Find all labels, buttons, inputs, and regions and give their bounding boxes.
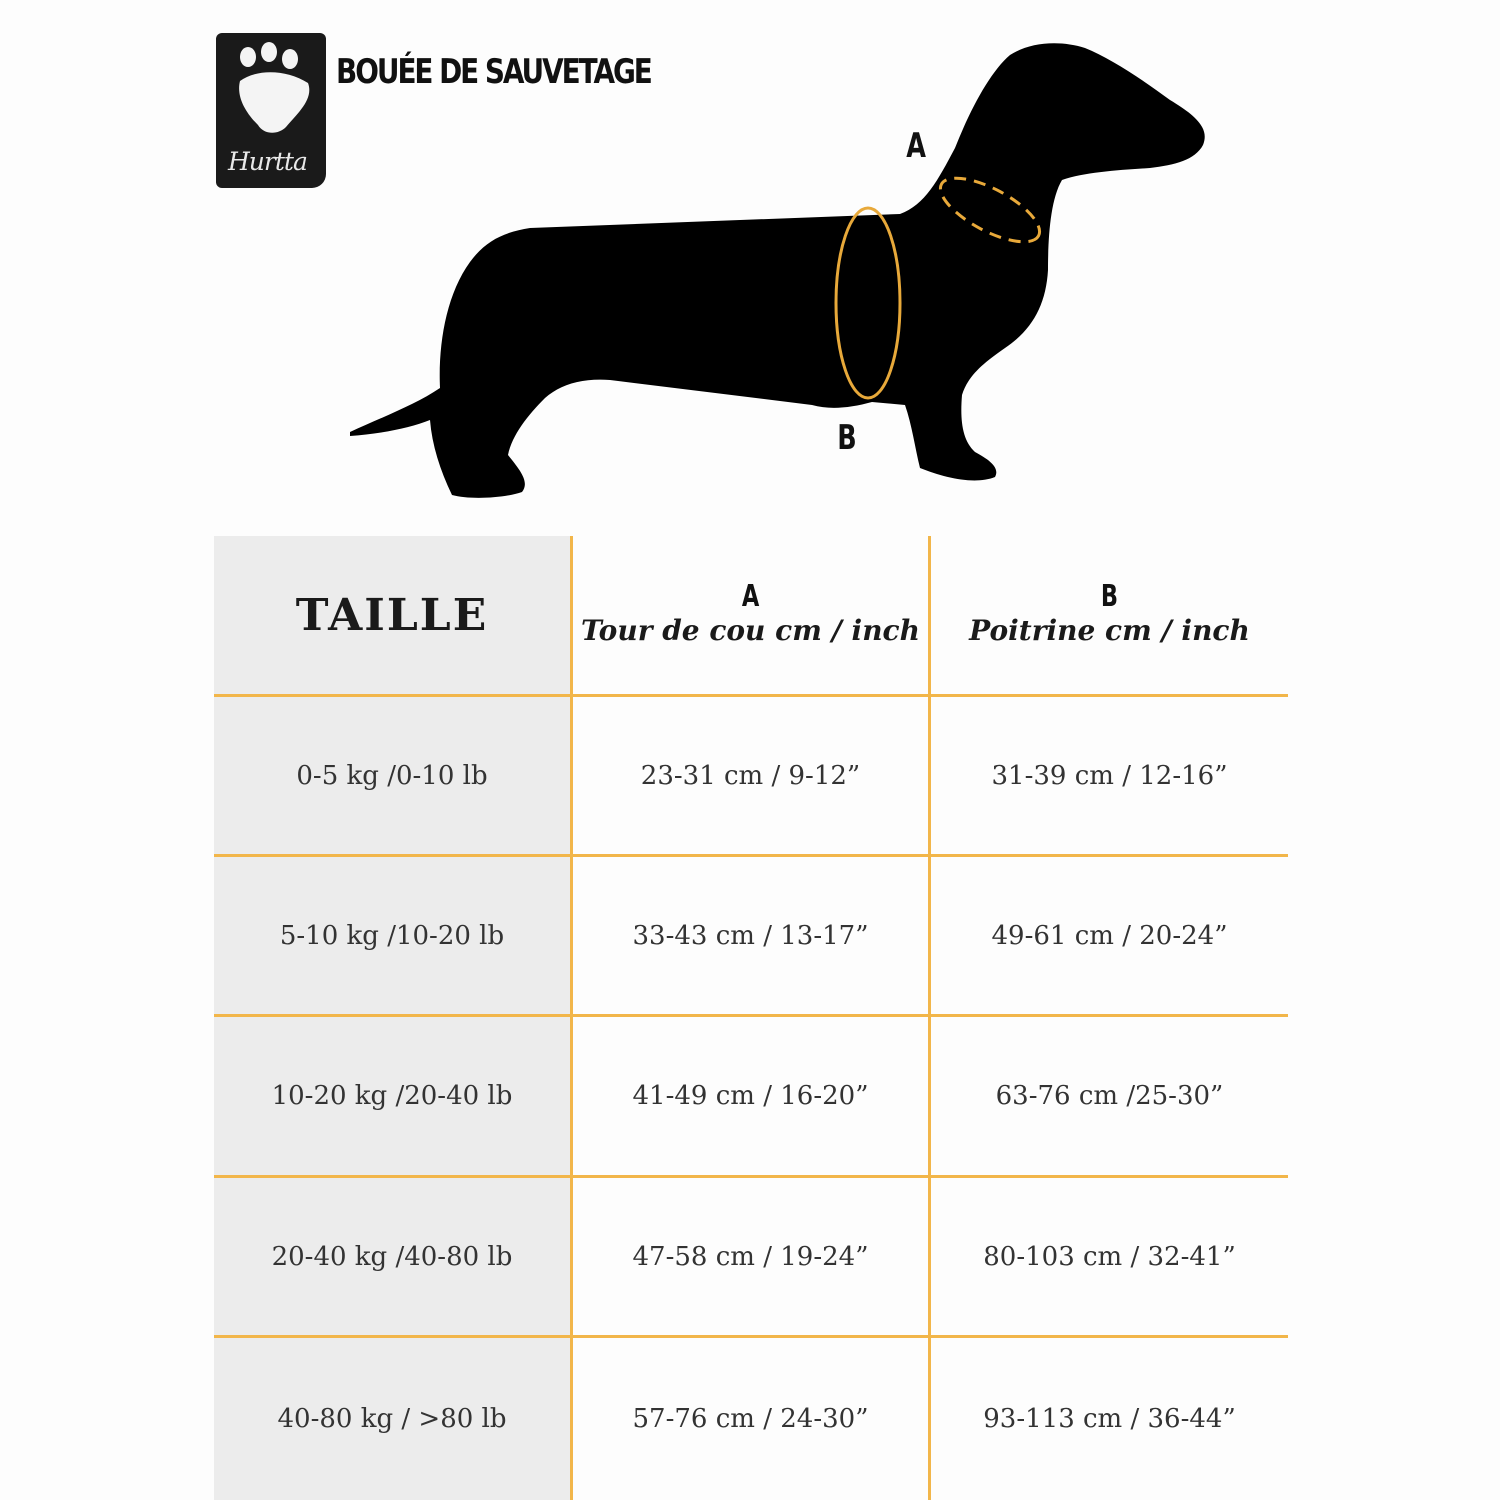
table-row: [214, 1017, 570, 1175]
size-cell: 10-20 kg /20-40 lb: [271, 1081, 513, 1111]
chest-cell: 63-76 cm /25-30”: [995, 1081, 1224, 1111]
table-row: [931, 1178, 1288, 1335]
dog-measurement-diagram: [0, 0, 1500, 520]
chest-marker-label: B: [837, 418, 857, 458]
table-row: [573, 857, 928, 1014]
table-row: [573, 1338, 928, 1500]
size-table: [214, 536, 1288, 1500]
header-size-label: TAILLE: [295, 589, 489, 641]
chest-cell: 31-39 cm / 12-16”: [991, 760, 1228, 791]
chest-cell: 49-61 cm / 20-24”: [991, 920, 1228, 951]
table-row: [214, 1178, 570, 1335]
header-chest-label: Poitrine cm / inch: [969, 614, 1250, 647]
neck-cell: 33-43 cm / 13-17”: [632, 920, 869, 951]
size-cell: 20-40 kg /40-80 lb: [271, 1241, 513, 1272]
neck-marker-label: A: [906, 126, 927, 166]
size-cell: 5-10 kg /10-20 lb: [279, 920, 505, 951]
table-header-size: [214, 536, 570, 694]
neck-cell: 23-31 cm / 9-12”: [640, 760, 861, 791]
table-row: [931, 697, 1288, 854]
table-row: [931, 857, 1288, 1014]
neck-cell: 41-49 cm / 16-20”: [632, 1081, 869, 1111]
header-neck-label: Tour de cou cm / inch: [581, 614, 920, 647]
table-header-chest: [931, 536, 1288, 694]
table-row: [931, 1338, 1288, 1500]
table-row: [931, 1017, 1288, 1175]
size-cell: 40-80 kg / >80 lb: [277, 1404, 507, 1434]
table-row: [573, 697, 928, 854]
table-row: [214, 697, 570, 854]
header-chest-letter: B: [1100, 579, 1119, 614]
table-row: [573, 1178, 928, 1335]
neck-cell: 57-76 cm / 24-30”: [632, 1404, 869, 1434]
table-header-neck: [573, 536, 928, 694]
table-row: [214, 1338, 570, 1500]
chest-cell: 93-113 cm / 36-44”: [983, 1404, 1236, 1434]
chest-cell: 80-103 cm / 32-41”: [983, 1241, 1236, 1272]
product-title: BOUÉE DE SAUVETAGE: [336, 52, 651, 92]
neck-cell: 47-58 cm / 19-24”: [632, 1241, 869, 1272]
logo-wordmark: Hurtta: [228, 147, 307, 176]
table-row: [214, 857, 570, 1014]
size-cell: 0-5 kg /0-10 lb: [296, 760, 488, 791]
table-row: [573, 1017, 928, 1175]
header-neck-letter: A: [741, 579, 760, 614]
dachshund-silhouette: [350, 43, 1205, 498]
